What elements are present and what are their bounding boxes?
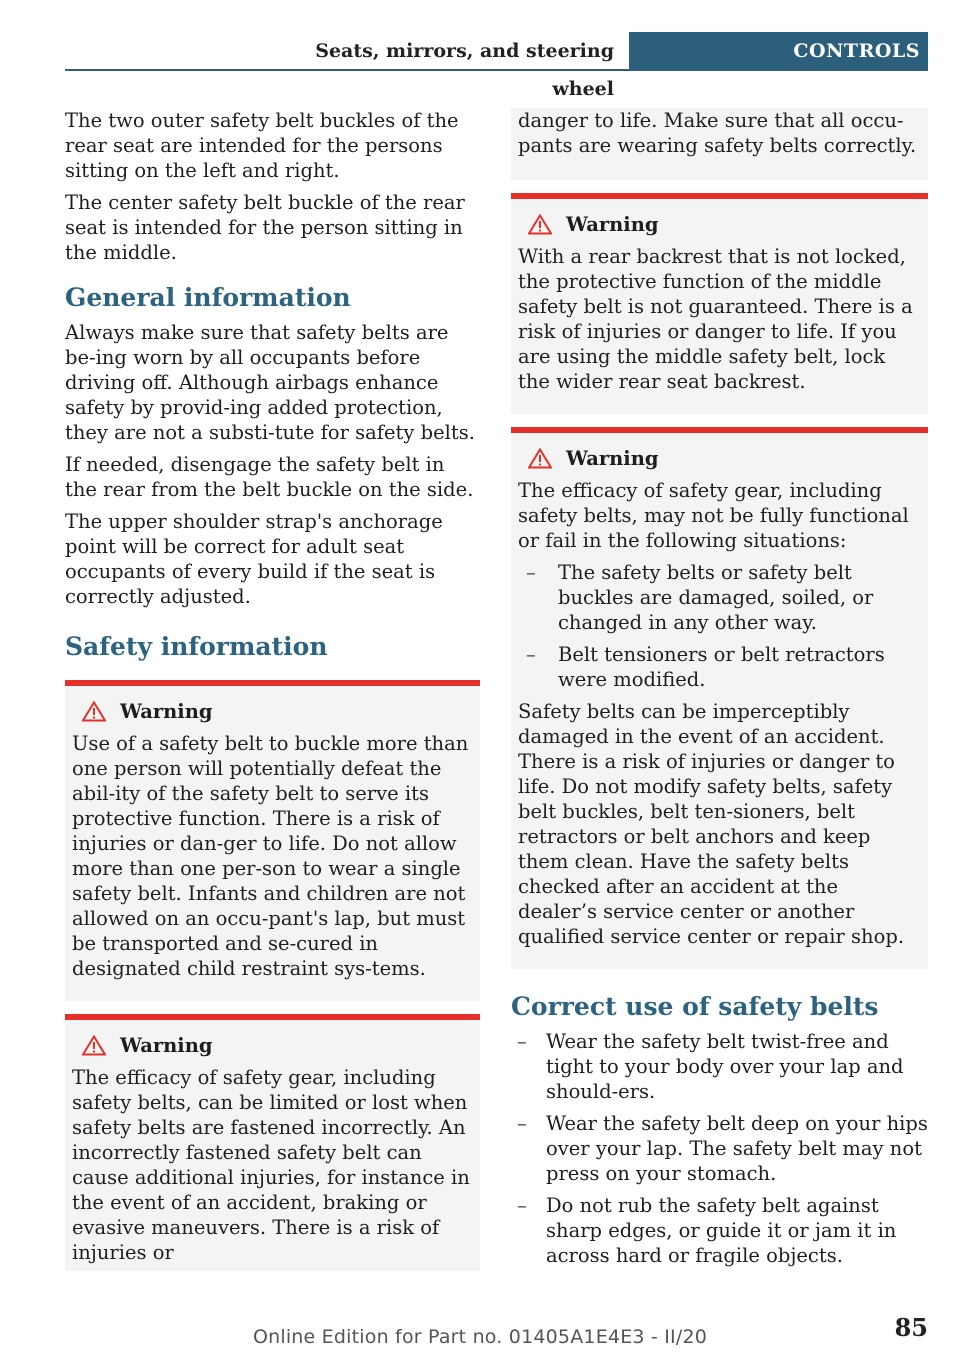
dash-bullet: – [517,1030,527,1053]
list-item [518,642,922,692]
header-rule [65,69,928,71]
dash-bullet: – [517,1112,527,1135]
warning-triangle-icon [528,448,552,469]
intro-paragraph: The two outer safety belt buckles of the rear seat are intended for the persons sitting on the left and right. [65,109,459,182]
list-item [511,1193,928,1268]
list-item [511,1029,928,1104]
header-chapter-tab: CONTROLS [629,32,928,70]
page-number: 85 [894,1313,928,1342]
safety-information-heading: Safety information [65,632,328,661]
list-item-text: Wear the safety belt deep on your hips over your lap. The safety belt may not press on your stomach. [546,1112,928,1185]
warning-title [518,446,922,471]
warning-text: With a rear backrest that is not locked, the protective function of the middle safety belt is not guaranteed. There is a risk of injuries or danger to life. If you are using the middle safety belt, lock the wider rear seat backrest. [518,245,913,393]
list-item-text: The safety belts or safety belt buckles are damaged, soiled, or changed in any other way. [558,561,874,634]
warning-title-text: Warning [566,447,659,470]
right-column [511,108,928,1275]
warning-triangle-icon [82,701,106,722]
warning-box [65,1014,480,1271]
general-paragraph: If needed, disengage the safety belt in the rear from the belt buckle on the side. [65,453,474,501]
general-paragraph: The upper shoulder strap's anchorage point will be correct for adult seat occupants of every build if the seat is correctly adjusted. [65,510,443,608]
warning-title-text: Warning [566,213,659,236]
left-column [65,108,480,1271]
warning-text: The efficacy of safety gear, including safety belts, can be limited or lost when safety belts are fastened incorrectly. An incorrectly fastened safety belt can cause additional injuries, for instance in the event of an accident, braking or evasive maneuvers. There is a risk of injuries or [72,1066,470,1264]
warning-box-continued [511,108,928,180]
warning-title [72,1033,474,1058]
warning-title [518,212,922,237]
list-item-text: Wear the safety belt twist-free and tight to your body over your lap and should-ers. [546,1030,904,1103]
warning-title-text: Warning [120,700,213,723]
warning-text: Safety belts can be imperceptibly damaged in the event of an accident. There is a risk of injuries or danger to life. Do not modify safety belts, safety belt buckles, belt ten-sioners, belt retractors or belt anchors and keep them clean. Have the safety belts checked after an accident at the dealer’s service center or another qualified service center or repair shop. [518,700,905,948]
list-item-text: Do not rub the safety belt against sharp edges, or guide it or jam it in across hard or fragile objects. [546,1194,897,1267]
list-item [511,1111,928,1186]
list-item [518,560,922,635]
dash-bullet: – [526,561,536,584]
correct-use-heading: Correct use of safety belts [511,992,879,1021]
warning-title-text: Warning [120,1034,213,1057]
correct-use-list [511,1029,928,1268]
general-paragraph: Always make sure that safety belts are be-ing worn by all occupants before driving off. Although airbags enhance safety by provid-ing added protection, they are not a substi-tute for safety belts. [65,321,475,444]
footer-edition: Online Edition for Part no. 01405A1E4E3 - II/20 [252,1326,708,1348]
warning-text: The efficacy of safety gear, including safety belts, may not be fully functional or fail in the following situations: [518,479,909,552]
warning-text: Use of a safety belt to buckle more than one person will potentially defeat the abil-ity of the safety belt to serve its protective function. There is a risk of injuries or dan-ger to life. Do not allow more than one per-son to wear a single safety belt. Infants and children are not allowed on an occu-pant's lap, but must be transported and se-cured in designated child restraint sys-tems. [72,732,469,980]
header-section-title: Seats, mirrors, and steering wheel [315,40,614,100]
list-item-text: Belt tensioners or belt retractors were modified. [558,643,885,691]
warning-triangle-icon [82,1035,106,1056]
intro-paragraph: The center safety belt buckle of the rear seat is intended for the person sitting in the middle. [65,191,465,264]
warning-title [72,699,474,724]
warning-list [518,560,922,692]
warning-box [65,680,480,1001]
warning-text: danger to life. Make sure that all occu-pants are wearing safety belts correctly. [518,109,917,157]
warning-box [511,193,928,414]
warning-triangle-icon [528,214,552,235]
dash-bullet: – [517,1194,527,1217]
general-information-heading: General information [65,283,351,312]
dash-bullet: – [526,643,536,666]
warning-box [511,427,928,969]
